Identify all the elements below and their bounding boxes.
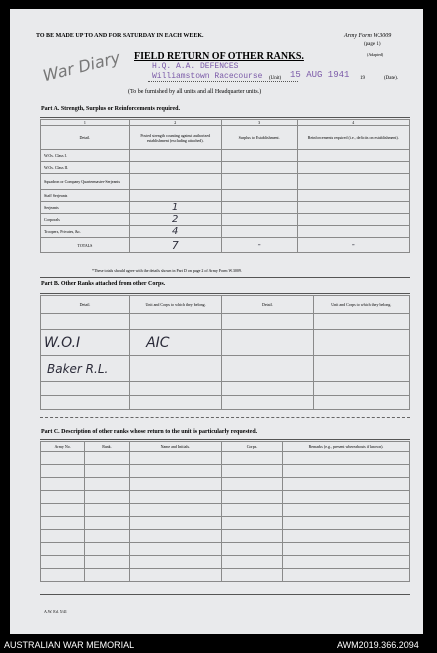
totals-label: TOTALS: [41, 238, 130, 253]
row-posted: 1: [129, 202, 221, 214]
form-page: [10, 9, 423, 634]
col-number: 3: [221, 120, 297, 126]
part-b-table: [40, 295, 410, 410]
attached-unit: AIC: [130, 330, 222, 356]
table-row: [41, 214, 410, 226]
row-detail: W.Os. Class II.: [41, 162, 130, 174]
part-c-table: [40, 441, 410, 582]
form-instruction: TO BE MADE UP TO AND FOR SATURDAY IN EACH WEEK.: [36, 33, 204, 39]
col-number: 4: [297, 120, 409, 126]
row-detail: Staff Serjeants: [41, 190, 130, 202]
attached-detail: Baker R.L.: [41, 356, 130, 382]
year-prefix: 19: [360, 76, 365, 81]
row-detail: Corporals: [41, 214, 130, 226]
totals-reinf: -: [297, 238, 409, 253]
row-posted: [129, 174, 221, 190]
col-header-rank: Rank.: [85, 442, 129, 452]
unit-label: (Unit): [269, 76, 282, 81]
part-a-footnote: *These totals should agree with the details shown in Part D on page 2 of Army Form W.3009.: [92, 268, 242, 273]
table-row: [41, 190, 410, 202]
col-header-name: Name and Initials.: [129, 442, 221, 452]
row-surplus: [221, 162, 297, 174]
part-b-title: Part B. Other Ranks attached from other Corps.: [41, 281, 166, 287]
col-number: 1: [41, 120, 130, 126]
col-header-posted: Posted strength counting against authorized establishment (excluding attached).: [129, 126, 221, 150]
row-reinf: [297, 190, 409, 202]
date-label: (Date).: [384, 76, 399, 81]
col-header-reinforcements: Reinforcements required (i.e., deficits on establishment).: [297, 126, 409, 150]
table-row: [41, 162, 410, 174]
col-header-detail-2: Detail.: [222, 296, 313, 314]
row-surplus: [221, 174, 297, 190]
row-posted: 2: [129, 214, 221, 226]
col-header-corps: Corps.: [222, 442, 283, 452]
row-reinf: [297, 202, 409, 214]
form-reference: Army Form W.3009: [344, 33, 392, 39]
unit-stamp-line1: H.Q. A.A. DEFENCES: [152, 62, 239, 71]
part-c-title: Part C. Description of other ranks whose return to the unit is particularly requested.: [41, 429, 258, 435]
col-header-detail: Detail.: [41, 296, 130, 314]
row-reinf: [297, 150, 409, 162]
attached-unit: [130, 356, 222, 382]
row-posted: [129, 150, 221, 162]
row-detail: Serjeants: [41, 202, 130, 214]
row-reinf: [297, 174, 409, 190]
part-b-header-rule: [40, 293, 410, 294]
row-detail: Squadron or Company Quartermaster-Serjeants: [41, 174, 130, 190]
attached-detail: W.O.I: [41, 330, 130, 356]
totals-row: [41, 238, 410, 253]
col-header-army-no: Army No.: [41, 442, 85, 452]
totals-surplus: -: [221, 238, 297, 253]
table-row: [41, 330, 410, 356]
print-code: A.W. Ed. 5/41: [44, 609, 67, 614]
row-surplus: [221, 226, 297, 238]
row-posted: [129, 190, 221, 202]
part-a-title: Part A. Strength, Surplus or Reinforcements required.: [41, 106, 180, 112]
col-header-remarks: Remarks (e.g., present whereabouts if known).: [283, 442, 410, 452]
table-row: [41, 202, 410, 214]
table-row: [41, 174, 410, 190]
part-a-table: [40, 119, 410, 253]
date-stamp: 15 AUG 1941: [290, 70, 350, 80]
part-b-bottom-rule: [40, 417, 410, 418]
col-header-unit: Unit and Corps to which they belong.: [130, 296, 222, 314]
col-number: 2: [129, 120, 221, 126]
row-detail: W.Os. Class I.: [41, 150, 130, 162]
part-c-bottom-rule: [40, 594, 410, 595]
unit-stamp-line2: Williamstown Racecourse: [152, 72, 263, 81]
unit-underline: [148, 81, 298, 82]
row-detail: Troopers, Privates, &c.: [41, 226, 130, 238]
row-posted: 4: [129, 226, 221, 238]
page-marker: (page 1): [364, 42, 381, 47]
col-header-unit-2: Unit and Corps to which they belong.: [313, 296, 409, 314]
row-surplus: [221, 190, 297, 202]
form-title: FIELD RETURN OF OTHER RANKS.: [134, 51, 304, 62]
row-surplus: [221, 202, 297, 214]
adapted-label: (Adapted): [367, 52, 384, 57]
col-header-detail: Detail.: [41, 126, 130, 150]
part-b-top-rule: [40, 277, 410, 278]
part-a-top-rule: [40, 117, 410, 118]
footer-accession-number: AWM2019.366.2094: [337, 640, 419, 650]
table-row: [41, 356, 410, 382]
totals-posted: 7: [129, 238, 221, 253]
row-surplus: [221, 150, 297, 162]
col-header-surplus: Surplus to Establishment.: [221, 126, 297, 150]
row-reinf: [297, 162, 409, 174]
footer-archive-name: AUSTRALIAN WAR MEMORIAL: [4, 640, 135, 650]
row-posted: [129, 162, 221, 174]
row-surplus: [221, 214, 297, 226]
row-reinf: [297, 226, 409, 238]
table-row: [41, 150, 410, 162]
table-row: [41, 226, 410, 238]
form-subtitle: (To be furnished by all units and all Headquarter units.): [128, 89, 262, 95]
part-c-top-rule: [40, 439, 410, 440]
handwritten-war-diary: War Diary: [40, 47, 123, 86]
row-reinf: [297, 214, 409, 226]
